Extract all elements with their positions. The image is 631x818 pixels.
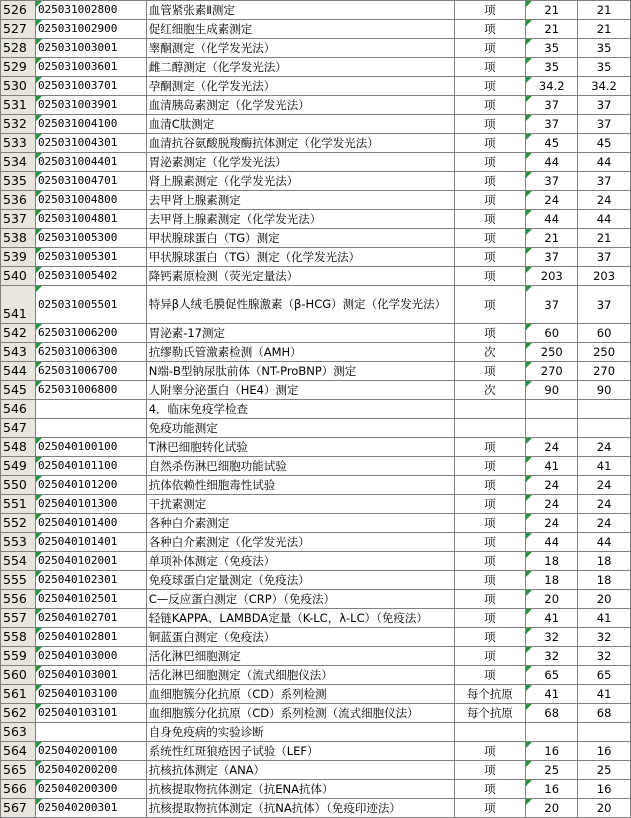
price-cell-2[interactable]: 37	[578, 115, 631, 134]
price-cell-1[interactable]: 250	[526, 343, 578, 362]
item-code-cell[interactable]: 025031003601	[35, 58, 146, 77]
unit-cell[interactable]: 项	[454, 153, 526, 172]
item-code-cell[interactable]: 025031004801	[35, 210, 146, 229]
item-name-cell[interactable]: 睾酮测定（化学发光法）	[146, 39, 454, 58]
table-row	[1, 343, 631, 362]
table-row	[1, 647, 631, 666]
unit-cell[interactable]: 项	[454, 780, 526, 799]
price-cell-1[interactable]: 21	[526, 1, 578, 20]
row-number[interactable]: 541	[1, 286, 36, 324]
price-cell-1[interactable]	[526, 723, 578, 742]
unit-cell[interactable]: 每个抗原	[454, 685, 526, 704]
price-cell-1[interactable]: 20	[526, 590, 578, 609]
unit-cell[interactable]: 项	[454, 476, 526, 495]
price-cell-2[interactable]: 65	[578, 666, 631, 685]
row-number[interactable]: 538	[1, 229, 36, 248]
table-row	[1, 799, 631, 818]
price-cell-2[interactable]: 21	[578, 229, 631, 248]
price-cell-1[interactable]: 45	[526, 134, 578, 153]
unit-cell[interactable]: 项	[454, 799, 526, 818]
item-code-cell[interactable]: 025040103001	[35, 666, 146, 685]
row-number[interactable]: 528	[1, 39, 36, 58]
row-number[interactable]: 547	[1, 419, 36, 438]
item-name-cell[interactable]: 免疫功能测定	[146, 419, 454, 438]
row-number[interactable]: 531	[1, 96, 36, 115]
item-code-cell[interactable]: 025031002800	[35, 1, 146, 20]
item-code-cell[interactable]: 025031002900	[35, 20, 146, 39]
table-row	[1, 381, 631, 400]
row-number[interactable]: 556	[1, 590, 36, 609]
item-code-cell[interactable]: 025040200100	[35, 742, 146, 761]
unit-cell[interactable]: 项	[454, 248, 526, 267]
item-name-cell[interactable]: 甲状腺球蛋白（TG）测定	[146, 229, 454, 248]
table-row	[1, 438, 631, 457]
price-cell-2[interactable]: 16	[578, 742, 631, 761]
unit-cell[interactable]: 项	[454, 438, 526, 457]
table-row	[1, 153, 631, 172]
row-number[interactable]: 566	[1, 780, 36, 799]
price-cell-2[interactable]: 270	[578, 362, 631, 381]
item-name-cell[interactable]: 胃泌素-17测定	[146, 324, 454, 343]
price-cell-1[interactable]: 35	[526, 58, 578, 77]
price-cell-1[interactable]: 16	[526, 780, 578, 799]
price-cell-2[interactable]: 41	[578, 457, 631, 476]
unit-cell[interactable]: 次	[454, 381, 526, 400]
price-cell-1[interactable]: 37	[526, 248, 578, 267]
unit-cell[interactable]: 项	[454, 1, 526, 20]
item-code-cell[interactable]: 025040101401	[35, 533, 146, 552]
row-number[interactable]: 533	[1, 134, 36, 153]
row-number[interactable]: 530	[1, 77, 36, 96]
table-row	[1, 362, 631, 381]
item-name-cell[interactable]: 降钙素原检测（荧光定量法）	[146, 267, 454, 286]
table-row	[1, 780, 631, 799]
price-cell-1[interactable]: 41	[526, 609, 578, 628]
row-number[interactable]: 564	[1, 742, 36, 761]
price-cell-2[interactable]: 60	[578, 324, 631, 343]
price-cell-2[interactable]	[578, 400, 631, 419]
unit-cell[interactable]	[454, 400, 526, 419]
price-cell-1[interactable]: 16	[526, 742, 578, 761]
price-cell-1[interactable]: 203	[526, 267, 578, 286]
item-name-cell[interactable]: 单项补体测定（免疫法）	[146, 552, 454, 571]
row-number[interactable]: 565	[1, 761, 36, 780]
price-cell-1[interactable]: 24	[526, 514, 578, 533]
unit-cell[interactable]: 项	[454, 115, 526, 134]
item-name-cell[interactable]: 各种白介素测定	[146, 514, 454, 533]
unit-cell[interactable]: 项	[454, 324, 526, 343]
price-cell-2[interactable]: 41	[578, 685, 631, 704]
unit-cell[interactable]: 项	[454, 229, 526, 248]
item-code-cell[interactable]: 025040200300	[35, 780, 146, 799]
item-name-cell[interactable]: 促红细胞生成素测定	[146, 20, 454, 39]
unit-cell[interactable]: 项	[454, 742, 526, 761]
price-cell-2[interactable]: 24	[578, 514, 631, 533]
spreadsheet-body	[1, 1, 631, 818]
item-code-cell[interactable]: 625031006700	[35, 362, 146, 381]
price-cell-1[interactable]: 37	[526, 115, 578, 134]
item-name-cell[interactable]: 轻链KAPPA、LAMBDA定量（K-LC，λ-LC）（免疫法）	[146, 609, 454, 628]
price-cell-2[interactable]: 44	[578, 153, 631, 172]
price-cell-1[interactable]: 44	[526, 153, 578, 172]
item-code-cell[interactable]: 025031004401	[35, 153, 146, 172]
table-row	[1, 457, 631, 476]
unit-cell[interactable]: 项	[454, 172, 526, 191]
table-row	[1, 514, 631, 533]
row-number[interactable]: 557	[1, 609, 36, 628]
item-code-cell[interactable]: 025031004100	[35, 115, 146, 134]
row-number[interactable]: 534	[1, 153, 36, 172]
price-cell-2[interactable]: 37	[578, 248, 631, 267]
price-cell-2[interactable]: 21	[578, 1, 631, 20]
unit-cell[interactable]: 项	[454, 533, 526, 552]
unit-cell[interactable]: 项	[454, 552, 526, 571]
unit-cell[interactable]: 项	[454, 210, 526, 229]
row-number[interactable]: 561	[1, 685, 36, 704]
price-cell-1[interactable]: 32	[526, 647, 578, 666]
row-number[interactable]: 549	[1, 457, 36, 476]
table-row	[1, 400, 631, 419]
item-code-cell[interactable]: 025031005501	[35, 286, 146, 324]
price-cell-1[interactable]: 24	[526, 438, 578, 457]
row-number[interactable]: 539	[1, 248, 36, 267]
row-number[interactable]: 562	[1, 704, 36, 723]
price-cell-1[interactable]: 65	[526, 666, 578, 685]
price-cell-1[interactable]: 24	[526, 495, 578, 514]
item-code-cell[interactable]: 025040101100	[35, 457, 146, 476]
price-cell-2[interactable]: 37	[578, 286, 631, 324]
table-row	[1, 248, 631, 267]
price-cell-1[interactable]: 41	[526, 457, 578, 476]
row-number[interactable]: 563	[1, 723, 36, 742]
item-name-cell[interactable]: 活化淋巴细胞测定	[146, 647, 454, 666]
row-number[interactable]: 559	[1, 647, 36, 666]
price-cell-2[interactable]: 35	[578, 39, 631, 58]
unit-cell[interactable]	[454, 419, 526, 438]
table-row	[1, 742, 631, 761]
table-row	[1, 39, 631, 58]
item-name-cell[interactable]: 干扰素测定	[146, 495, 454, 514]
price-cell-1[interactable]: 44	[526, 210, 578, 229]
item-name-cell[interactable]: 胃泌素测定（化学发光法）	[146, 153, 454, 172]
table-row	[1, 761, 631, 780]
table-row	[1, 685, 631, 704]
price-cell-1[interactable]: 37	[526, 286, 578, 324]
price-cell-1[interactable]: 18	[526, 571, 578, 590]
item-name-cell[interactable]: 各种白介素测定（化学发光法）	[146, 533, 454, 552]
item-code-cell[interactable]	[35, 419, 146, 438]
item-name-cell[interactable]: 人附睾分泌蛋白（HE4）测定	[146, 381, 454, 400]
item-code-cell[interactable]: 625031006800	[35, 381, 146, 400]
price-cell-1[interactable]: 18	[526, 552, 578, 571]
price-cell-2[interactable]: 20	[578, 799, 631, 818]
row-number[interactable]: 527	[1, 20, 36, 39]
price-cell-2[interactable]: 44	[578, 210, 631, 229]
item-code-cell[interactable]	[35, 723, 146, 742]
item-code-cell[interactable]: 025040102001	[35, 552, 146, 571]
price-cell-1[interactable]: 25	[526, 761, 578, 780]
unit-cell[interactable]: 项	[454, 96, 526, 115]
price-cell-2[interactable]: 35	[578, 58, 631, 77]
item-code-cell[interactable]: 025040103100	[35, 685, 146, 704]
item-code-cell[interactable]: 025040101300	[35, 495, 146, 514]
price-cell-2[interactable]: 16	[578, 780, 631, 799]
table-row	[1, 552, 631, 571]
item-name-cell[interactable]: 抗核提取物抗体测定（抗NA抗体）（免疫印迹法）	[146, 799, 454, 818]
item-code-cell[interactable]: 025031004701	[35, 172, 146, 191]
table-row	[1, 723, 631, 742]
row-number[interactable]: 555	[1, 571, 36, 590]
row-number[interactable]: 543	[1, 343, 36, 362]
item-code-cell[interactable]: 025031005301	[35, 248, 146, 267]
unit-cell[interactable]: 项	[454, 58, 526, 77]
price-cell-2[interactable]: 45	[578, 134, 631, 153]
row-number[interactable]: 545	[1, 381, 36, 400]
item-code-cell[interactable]: 025040100100	[35, 438, 146, 457]
item-name-cell[interactable]: 活化淋巴细胞测定（流式细胞仪法）	[146, 666, 454, 685]
price-cell-1[interactable]	[526, 400, 578, 419]
item-code-cell[interactable]: 025040102301	[35, 571, 146, 590]
unit-cell[interactable]: 项	[454, 761, 526, 780]
price-cell-2[interactable]	[578, 419, 631, 438]
item-name-cell[interactable]: 自身免疫病的实验诊断	[146, 723, 454, 742]
price-cell-2[interactable]: 20	[578, 590, 631, 609]
table-row	[1, 210, 631, 229]
row-number[interactable]: 536	[1, 191, 36, 210]
unit-cell[interactable]: 项	[454, 134, 526, 153]
unit-cell[interactable]: 项	[454, 514, 526, 533]
item-name-cell[interactable]: 孕酮测定（化学发光法）	[146, 77, 454, 96]
table-row	[1, 476, 631, 495]
unit-cell[interactable]: 项	[454, 590, 526, 609]
price-cell-2[interactable]: 44	[578, 533, 631, 552]
price-cell-1[interactable]: 60	[526, 324, 578, 343]
row-number[interactable]: 554	[1, 552, 36, 571]
price-cell-1[interactable]: 68	[526, 704, 578, 723]
price-cell-1[interactable]: 35	[526, 39, 578, 58]
unit-cell[interactable]: 项	[454, 495, 526, 514]
table-row	[1, 115, 631, 134]
item-name-cell[interactable]: 铜蓝蛋白测定（免疫法）	[146, 628, 454, 647]
unit-cell[interactable]: 项	[454, 362, 526, 381]
table-row	[1, 419, 631, 438]
price-cell-1[interactable]: 44	[526, 533, 578, 552]
price-cell-2[interactable]: 34.2	[578, 77, 631, 96]
price-cell-2[interactable]: 250	[578, 343, 631, 362]
unit-cell[interactable]: 每个抗原	[454, 704, 526, 723]
price-cell-2[interactable]: 37	[578, 172, 631, 191]
item-code-cell[interactable]: 025031005402	[35, 267, 146, 286]
table-row	[1, 77, 631, 96]
unit-cell[interactable]: 项	[454, 191, 526, 210]
item-name-cell[interactable]: 血细胞簇分化抗原（CD）系列检测（流式细胞仪法）	[146, 704, 454, 723]
item-name-cell[interactable]: 自然杀伤淋巴细胞功能试验	[146, 457, 454, 476]
item-name-cell[interactable]: 抗体依赖性细胞毒性试验	[146, 476, 454, 495]
price-cell-1[interactable]: 21	[526, 229, 578, 248]
table-row	[1, 666, 631, 685]
unit-cell[interactable]: 项	[454, 647, 526, 666]
price-cell-2[interactable]: 24	[578, 476, 631, 495]
item-name-cell[interactable]: 血细胞簇分化抗原（CD）系列检测	[146, 685, 454, 704]
row-number[interactable]: 550	[1, 476, 36, 495]
price-cell-1[interactable]: 24	[526, 191, 578, 210]
price-cell-2[interactable]: 18	[578, 552, 631, 571]
table-row	[1, 571, 631, 590]
unit-cell[interactable]: 项	[454, 457, 526, 476]
price-cell-1[interactable]: 90	[526, 381, 578, 400]
price-cell-2[interactable]: 18	[578, 571, 631, 590]
table-row	[1, 704, 631, 723]
price-cell-2[interactable]: 32	[578, 647, 631, 666]
table-row	[1, 533, 631, 552]
row-number[interactable]: 552	[1, 514, 36, 533]
item-name-cell[interactable]: 肾上腺素测定（化学发光法）	[146, 172, 454, 191]
item-name-cell[interactable]: 血管紧张素Ⅱ测定	[146, 1, 454, 20]
item-name-cell[interactable]: 去甲肾上腺素测定（化学发光法）	[146, 210, 454, 229]
item-name-cell[interactable]: N端-B型钠尿肽前体（NT-ProBNP）测定	[146, 362, 454, 381]
row-number[interactable]: 540	[1, 267, 36, 286]
item-name-cell[interactable]: 血清抗谷氨酸脱羧酶抗体测定（化学发光法）	[146, 134, 454, 153]
unit-cell[interactable]: 项	[454, 20, 526, 39]
unit-cell[interactable]: 项	[454, 666, 526, 685]
price-cell-2[interactable]: 32	[578, 628, 631, 647]
item-name-cell[interactable]: 血清C肽测定	[146, 115, 454, 134]
table-row	[1, 229, 631, 248]
item-name-cell[interactable]: C—反应蛋白测定（CRP）（免疫法）	[146, 590, 454, 609]
price-cell-2[interactable]: 24	[578, 438, 631, 457]
item-code-cell[interactable]: 025031003901	[35, 96, 146, 115]
row-number[interactable]: 542	[1, 324, 36, 343]
row-number[interactable]: 535	[1, 172, 36, 191]
price-cell-1[interactable]: 34.2	[526, 77, 578, 96]
table-row	[1, 96, 631, 115]
row-number[interactable]: 532	[1, 115, 36, 134]
unit-cell[interactable]: 项	[454, 77, 526, 96]
price-cell-2[interactable]: 41	[578, 609, 631, 628]
unit-cell[interactable]: 项	[454, 286, 526, 324]
row-number[interactable]: 548	[1, 438, 36, 457]
item-code-cell[interactable]: 025031005300	[35, 229, 146, 248]
unit-cell[interactable]: 项	[454, 571, 526, 590]
row-number[interactable]: 567	[1, 799, 36, 818]
table-row	[1, 172, 631, 191]
item-code-cell[interactable]: 025040102501	[35, 590, 146, 609]
row-number[interactable]: 529	[1, 58, 36, 77]
item-name-cell[interactable]: 免疫球蛋白定量测定（免疫法）	[146, 571, 454, 590]
row-number[interactable]: 551	[1, 495, 36, 514]
table-row	[1, 20, 631, 39]
item-code-cell[interactable]: 025040101200	[35, 476, 146, 495]
price-cell-2[interactable]: 24	[578, 495, 631, 514]
item-code-cell[interactable]: 025031004800	[35, 191, 146, 210]
price-cell-2[interactable]: 21	[578, 20, 631, 39]
item-name-cell[interactable]: 系统性红斑狼疮因子试验（LEF）	[146, 742, 454, 761]
table-row	[1, 1, 631, 20]
table-row	[1, 495, 631, 514]
unit-cell[interactable]: 项	[454, 628, 526, 647]
item-name-cell[interactable]: 特异β人绒毛膜促性腺激素（β-HCG）测定（化学发光法）	[146, 286, 454, 324]
item-code-cell[interactable]: 025040200301	[35, 799, 146, 818]
row-number[interactable]: 537	[1, 210, 36, 229]
price-cell-2[interactable]: 25	[578, 761, 631, 780]
row-number[interactable]: 544	[1, 362, 36, 381]
item-name-cell[interactable]: 血清胰岛素测定（化学发光法）	[146, 96, 454, 115]
item-code-cell[interactable]: 625031006200	[35, 324, 146, 343]
price-cell-2[interactable]: 24	[578, 191, 631, 210]
item-code-cell[interactable]: 025031003701	[35, 77, 146, 96]
item-name-cell[interactable]: 抗核抗体测定（ANA）	[146, 761, 454, 780]
item-name-cell[interactable]: 抗缪勒氏管激素检测（AMH）	[146, 343, 454, 362]
table-row	[1, 191, 631, 210]
table-row	[1, 134, 631, 153]
price-cell-2[interactable]: 37	[578, 96, 631, 115]
item-code-cell[interactable]: 025040102801	[35, 628, 146, 647]
unit-cell[interactable]: 项	[454, 39, 526, 58]
price-cell-2[interactable]: 203	[578, 267, 631, 286]
price-cell-1[interactable]: 21	[526, 20, 578, 39]
item-code-cell[interactable]: 025031004301	[35, 134, 146, 153]
price-cell-2[interactable]	[578, 723, 631, 742]
item-code-cell[interactable]	[35, 400, 146, 419]
table-row	[1, 267, 631, 286]
table-row	[1, 324, 631, 343]
row-number[interactable]: 526	[1, 1, 36, 20]
table-row	[1, 286, 631, 324]
item-code-cell[interactable]: 025040103101	[35, 704, 146, 723]
table-row	[1, 590, 631, 609]
item-name-cell[interactable]: 甲状腺球蛋白（TG）测定（化学发光法）	[146, 248, 454, 267]
price-cell-1[interactable]: 270	[526, 362, 578, 381]
row-number[interactable]: 546	[1, 400, 36, 419]
price-cell-1[interactable]: 32	[526, 628, 578, 647]
table-row	[1, 58, 631, 77]
row-number[interactable]: 553	[1, 533, 36, 552]
price-cell-1[interactable]: 24	[526, 476, 578, 495]
price-cell-1[interactable]	[526, 419, 578, 438]
price-cell-2[interactable]: 68	[578, 704, 631, 723]
unit-cell[interactable]: 次	[454, 343, 526, 362]
item-code-cell[interactable]: 025031003001	[35, 39, 146, 58]
table-row	[1, 609, 631, 628]
price-cell-2[interactable]: 90	[578, 381, 631, 400]
item-code-cell[interactable]: 025040101400	[35, 514, 146, 533]
row-number[interactable]: 560	[1, 666, 36, 685]
price-cell-1[interactable]: 41	[526, 685, 578, 704]
item-code-cell[interactable]: 025040200200	[35, 761, 146, 780]
price-cell-1[interactable]: 37	[526, 172, 578, 191]
item-name-cell[interactable]: 去甲肾上腺素测定	[146, 191, 454, 210]
item-name-cell[interactable]: T淋巴细胞转化试验	[146, 438, 454, 457]
price-cell-1[interactable]: 37	[526, 96, 578, 115]
unit-cell[interactable]	[454, 723, 526, 742]
item-name-cell[interactable]: 雌二醇测定（化学发光法）	[146, 58, 454, 77]
item-code-cell[interactable]: 625031006300	[35, 343, 146, 362]
item-name-cell[interactable]: 4．临床免疫学检查	[146, 400, 454, 419]
row-number[interactable]: 558	[1, 628, 36, 647]
unit-cell[interactable]: 项	[454, 609, 526, 628]
price-cell-1[interactable]: 20	[526, 799, 578, 818]
item-code-cell[interactable]: 025040102701	[35, 609, 146, 628]
table-row	[1, 628, 631, 647]
item-name-cell[interactable]: 抗核提取物抗体测定（抗ENA抗体）	[146, 780, 454, 799]
item-code-cell[interactable]: 025040103000	[35, 647, 146, 666]
unit-cell[interactable]: 项	[454, 267, 526, 286]
